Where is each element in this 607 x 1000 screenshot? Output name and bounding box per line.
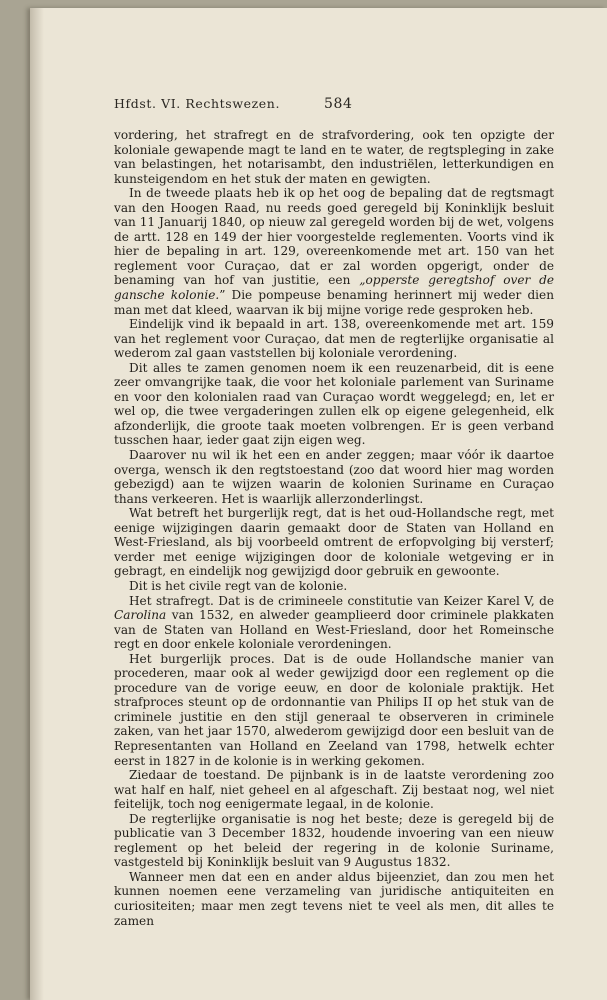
paragraph-text: In de tweede plaats heb ik op het oog de bepaling dat de regtsmagt van den Hoogen Raad, nu reeds goed geregeld bij Koninklijk besluit van 11 Januarij 1840, op nieuw zal geregeld worden bij de wet, volgens de artt. 128 en 149 der hier voorgestelde reglementen. Voorts vind ik hier de bepaling in art. 129, overeenkomende met art. 150 van het reglement voor Curaçao, dat er zal worden opgerigt, onder de benaming van hof van justitie, een	[114, 186, 554, 288]
page-number: 584	[324, 96, 353, 112]
paragraph-text: Het strafregt. Dat is de crimineele constitutie van Keizer Karel V, de	[129, 593, 554, 608]
paragraph-text: Daarover nu wil ik het een en ander zeggen; maar vóór ik daartoe overga, wensch ik den regtstoestand (zoo dat woord hier mag worden gebezigd) aan te wijzen waarin de kolonien Suriname en Curaçao thans verkeeren. Het is waarlijk allerzonderlingst.	[114, 448, 554, 506]
paragraph	[114, 317, 554, 361]
paragraph-text: Het burgerlijk proces. Dat is de oude Hollandsche manier van procederen, maar ook al weder gewijzigd door een reglement op die procedure van de vorige eeuw, en door de koloniale praktijk. Het strafproces steunt op de ordonnantie van Philips II op het stuk van de criminele justitie en den stijl generaal te observeren in criminele zaken, van het jaar 1570, alwederom gewijzigd door een besluit van de Representanten van Holland en Zeeland van 1798, hetwelk echter eerst in 1827 in de kolonie is in werking gekomen.	[114, 651, 554, 768]
paragraph	[114, 594, 554, 652]
paragraph	[114, 361, 554, 448]
paragraph-text: Ziedaar de toestand. De pijnbank is in de laatste verordening zoo wat half en half, niet geheel en al afgeschaft. Zij bestaat nog, wel niet feitelijk, toch nog eenigermate legaal, in de kolonie.	[114, 768, 554, 812]
italic-phrase: „opperste geregtshof over de gansche kolonie.	[114, 273, 554, 303]
paragraph	[114, 186, 554, 317]
paragraph-text: Wanneer men dat een en ander aldus bijeenziet, dan zou men het kunnen noemen eene verzameling van juridische antiquiteiten en curiositeiten; maar men zegt tevens niet te veel als men, dit alles te zamen	[114, 869, 554, 928]
paragraph-text-continued: van 1532, en alweder geamplieerd door criminele plakkaten van de Staten van Holland en West-Friesland, door het Romeinsche regt en door enkele koloniale verordeningen.	[114, 608, 554, 652]
paragraph	[114, 768, 554, 812]
paragraph	[114, 448, 554, 506]
paragraph-text: De regterlijke organisatie is nog het beste; deze is geregeld bij de publicatie van 3 December 1832, houdende invoering van een nieuw reglement op het beleid der regering in de kolonie Suriname, vastgesteld bij Koninklijk besluit van 9 Augustus 1832.	[114, 811, 554, 870]
paragraph	[114, 128, 554, 186]
paragraph-text: Dit is het civile regt van de kolonie.	[129, 578, 348, 593]
paragraph-text: Eindelijk vind ik bepaald in art. 138, overeenkomende met art. 159 van het reglement voor Curaçao, dat men de regterlijke organisatie al wederom zal gaan vaststellen bij koloniale verordening.	[114, 317, 554, 361]
paragraph	[114, 870, 554, 928]
body-text	[114, 128, 554, 928]
paragraph-text: Wat betreft het burgerlijk regt, dat is het oud-Hollandsche regt, met eenige wijzigingen daarin gemaakt door de Staten van Holland en West-Friesland, als bij voorbeeld omtrent de erfopvolging bij versterf; verder met eenige wijzigingen door de koloniale wetgeving er in gebragt, en eindelijk nog gewijzigd door gebruik en gewoonte.	[114, 506, 554, 579]
italic-phrase: Carolina	[114, 608, 167, 623]
book-page	[30, 8, 607, 1000]
paragraph	[114, 812, 554, 870]
paragraph-text: Dit alles te zamen genomen noem ik een reuzenarbeid, dit is eene zeer omvangrijke taak, die voor het koloniale parlement van Suriname en voor den kolonialen raad van Curaçao wordt weggelegd; en, let er wel op, die twee vergaderingen zullen elk op eigene gelegenheid, elk afzonderlijk, die groote taak moeten volbrengen. Er is geen verband tusschen haar, ieder gaat zijn eigen weg.	[114, 360, 554, 448]
paragraph-text-continued: ” Die pompeuse benaming herinnert mij weder dien man met dat kleed, waarvan ik bij mijne vorige rede gesproken heb.	[114, 288, 554, 317]
paragraph	[114, 579, 554, 594]
paragraph-text: vordering, het strafregt en de strafvordering, ook ten opzigte der koloniale gewapende magt te land en te water, de regtspleging in zake van belastingen, het notarisambt, den industriëlen, letterkundigen en kunsteigendom en het stuk der maten en gewigten.	[114, 128, 554, 186]
paragraph	[114, 506, 554, 579]
paragraph	[114, 652, 554, 768]
chapter-heading: Hfdst. VI. Rechtswezen.	[114, 96, 281, 111]
